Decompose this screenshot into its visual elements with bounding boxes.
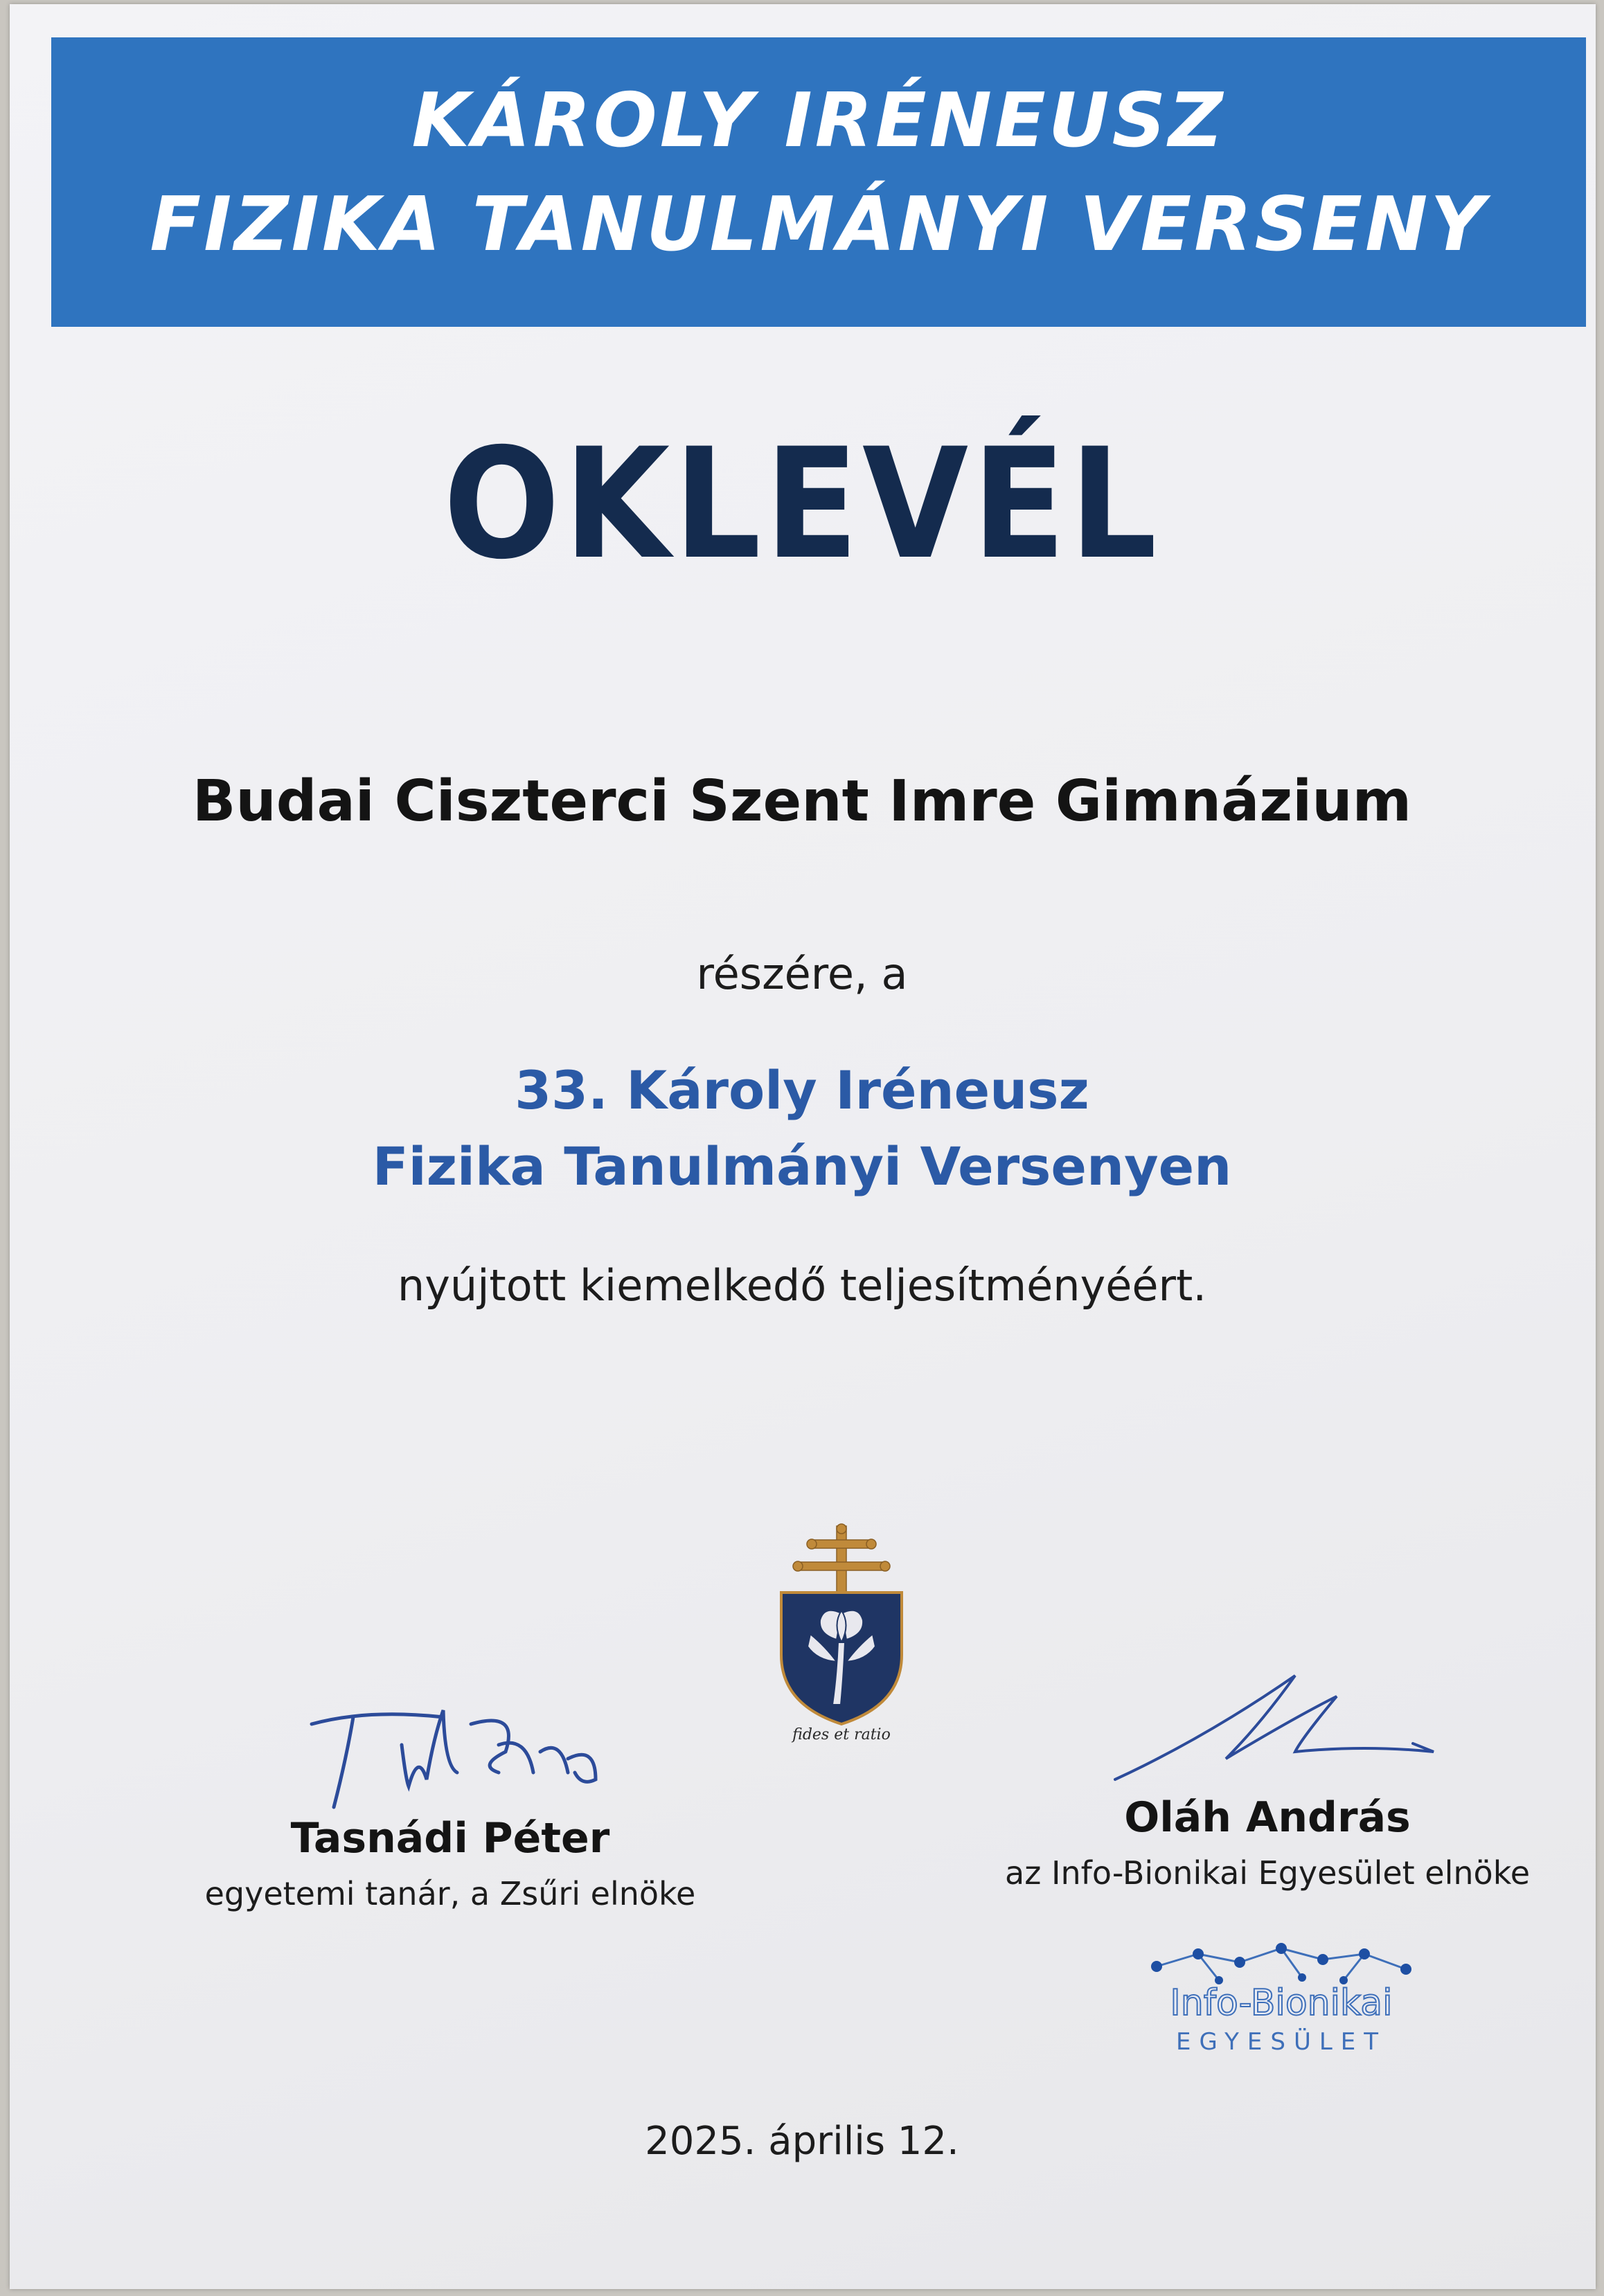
signatory-right [956, 1655, 1579, 1892]
achievement-text: nyújtott kiemelkedő teljesítményéért. [397, 1260, 1207, 1311]
event-name-line2: Fizika Tanulmányi Versenyen [372, 1136, 1232, 1197]
recipient-name: Budai Ciszterci Szent Imre Gimnázium [192, 769, 1412, 834]
signature-right-icon [1087, 1655, 1447, 1793]
school-crest-icon [769, 1523, 914, 1745]
association-logo-icon [1136, 1939, 1427, 2063]
event-name-line1: 33. Károly Iréneusz [515, 1059, 1089, 1121]
association-logo-line1: Info-Bionikai [1170, 1982, 1393, 2024]
certificate-title: OKLEVÉL [443, 415, 1161, 593]
signatory-left-role: egyetemi tanár, a Zsűri elnöke [204, 1875, 696, 1912]
banner-title-line2: FIZIKA TANULMÁNYI VERSENY [150, 181, 1488, 268]
issue-date: 2025. április 12. [645, 2119, 959, 2164]
signatory-right-role: az Info-Bionikai Egyesület elnöke [1005, 1854, 1530, 1892]
banner-title-line1: KÁROLY IRÉNEUSZ [411, 78, 1226, 164]
signatory-left [139, 1696, 762, 1912]
header-banner [51, 37, 1586, 327]
signatory-right-name: Oláh András [1124, 1793, 1411, 1842]
signature-left-icon [270, 1696, 630, 1814]
association-logo-line2: EGYESÜLET [1175, 2028, 1387, 2056]
for-text: részére, a [696, 949, 908, 999]
signatory-left-name: Tasnádi Péter [290, 1814, 610, 1863]
crest-motto: fides et ratio [792, 1726, 891, 1743]
